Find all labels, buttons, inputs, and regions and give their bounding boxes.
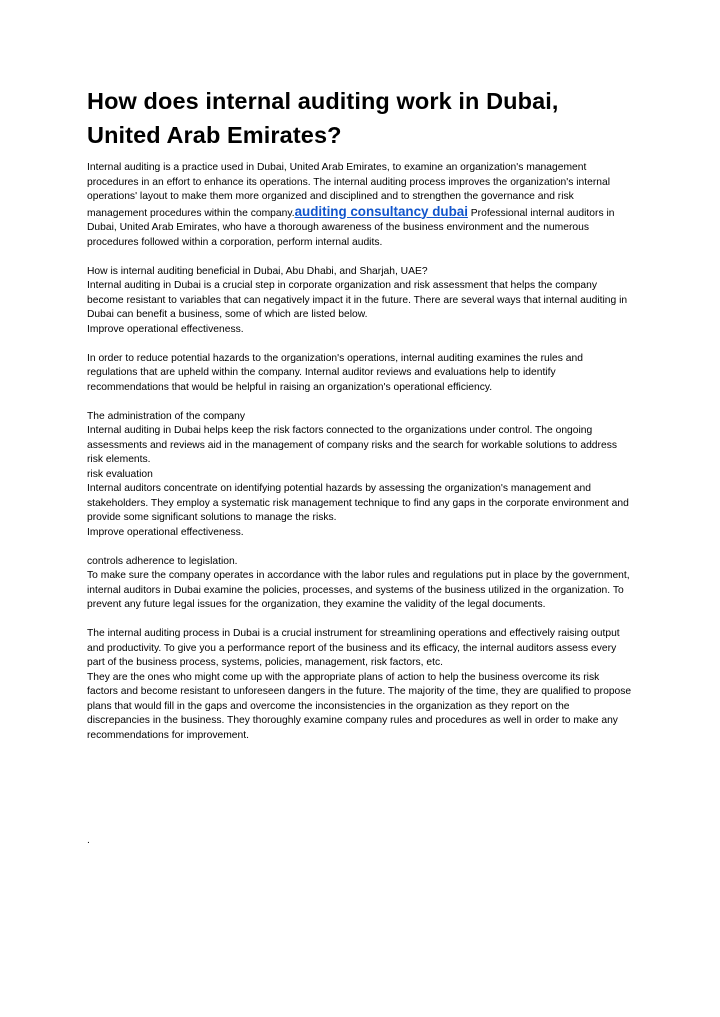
- paragraph-gap: [87, 395, 633, 410]
- benefit-question: How is internal auditing beneficial in Dubai, Abu Dhabi, and Sharjah, UAE?: [87, 265, 428, 277]
- paragraph-gap: [87, 337, 633, 352]
- plans-paragraph: They are the ones who might come up with the appropriate plans of action to help the business overcome its risk factors and become resistant to unforeseen dangers in the future. The majority of the time, they are qualified to propose plans that would fill in the gaps and overcome the inconsistencies in the organization as they report on the discrepancies in the business. They thoroughly examine company rules and procedures as well in order to make any recommendations for improvement.: [87, 671, 632, 741]
- paragraph-gap: [87, 540, 633, 555]
- legislation-paragraph: To make sure the company operates in accordance with the labor rules and regulations put in place by the government, internal auditors in Dubai examine the policies, processes, and systems of the business utilized in the organization. To prevent any future legal issues for the organization, they examine the validity of the legal documents.: [87, 570, 630, 610]
- intro-text: Internal auditing is a practice used in Dubai, United Arab Emirates, to examine an organization's management procedures in an effort to enhance its operations. The internal auditing process improves the organization's internal operations' layout to make them more organized and disciplined and to strengthen the governance and risk management procedures within the company.: [87, 162, 611, 219]
- footer-mark: .: [87, 835, 90, 846]
- administration-heading: The administration of the company: [87, 410, 245, 422]
- auditing-consultancy-link[interactable]: auditing consultancy dubai: [294, 203, 468, 219]
- page-title: How does internal auditing work in Dubai, United Arab Emirates?: [87, 88, 559, 148]
- effectiveness-item: Improve operational effectiveness.: [87, 526, 244, 538]
- benefit-paragraph: Internal auditing in Dubai is a crucial step in corporate organization and risk assessment that helps the company become resistant to variables that can negatively impact it in the future. There are several ways that internal auditing in Dubai can benefit a business, some of which are listed below.: [87, 280, 628, 320]
- benefit-item: Improve operational effectiveness.: [87, 323, 244, 335]
- risk-evaluation-paragraph: Internal auditors concentrate on identifying potential hazards by assessing the organization's management and stakeholders. They employ a systematic risk management technique to find any gaps in the corporate environment and provide some significant solutions to manage the risks.: [87, 483, 629, 523]
- paragraph-gap: [87, 250, 633, 265]
- legislation-heading: controls adherence to legislation.: [87, 555, 238, 567]
- administration-paragraph: Internal auditing in Dubai helps keep the risk factors connected to the organizations under control. The ongoing assessments and reviews aid in the management of company risks and the search for workable solutions to address risk elements.: [87, 425, 617, 465]
- document-page: [87, 84, 633, 743]
- paragraph-gap: [87, 613, 633, 628]
- process-paragraph: The internal auditing process in Dubai is a crucial instrument for streamlining operations and effectively raising output and productivity. To give you a performance report of the business and its efficacy, the internal auditors assess every part of the business process, systems, policies, management, risk factors, etc.: [87, 628, 620, 668]
- intro-paragraph: [87, 161, 633, 250]
- hazards-paragraph: In order to reduce potential hazards to the organization's operations, internal auditing examines the rules and regulations that are upheld within the company. Internal auditor reviews and evaluations help to identify recommendations that would be helpful in raising an organization's operational efficiency.: [87, 352, 583, 393]
- risk-evaluation-heading: risk evaluation: [87, 468, 153, 480]
- intro-text-continued: Professional internal auditors in Dubai, United Arab Emirates, who have a thorough awareness of the business environment and the numerous procedures followed within a corporation, perform internal audits.: [87, 207, 615, 248]
